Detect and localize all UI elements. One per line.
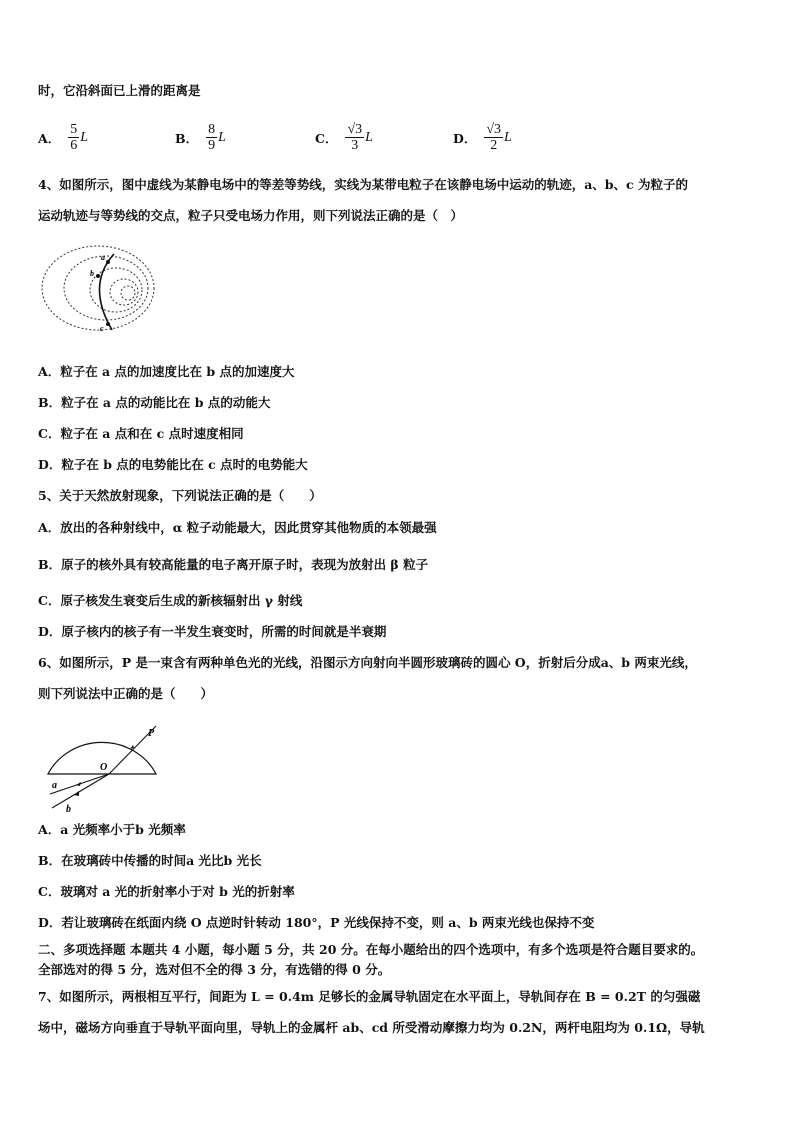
q3-option-b-fraction: $\frac{8}{9}$	[208, 122, 216, 153]
label-c: c	[100, 324, 104, 333]
equipotential-line-5	[121, 286, 135, 300]
label-b: b	[90, 269, 94, 278]
q3-option-c-label: C．	[315, 130, 338, 146]
q4-stem-line1: 4、如图所示，图中虚线为某静电场中的等差等势线，实线为某带电粒子在该静电场中运动的轨迹，a、b、c 为粒子的	[38, 177, 689, 192]
point-c	[106, 322, 110, 326]
label-o: O	[100, 762, 108, 773]
q3-option-a-fraction: $\frac{5}{6}$	[70, 122, 78, 153]
q7-stem-line2: 场中，磁场方向垂直于导轨平面向里，导轨上的金属杆 ab、cd 所受滑动摩擦力均为 0.2N，两杆电阻均为 0.1Ω，导轨	[38, 1020, 705, 1035]
label-b: b	[66, 804, 71, 815]
section2-heading-line2: 全部选对的得 5 分，选对但不全的得 3 分，有选错的得 0 分。	[38, 962, 391, 977]
label-a: a	[52, 780, 57, 791]
q4-option-b[interactable]: B．粒子在 a 点的动能比在 b 点的动能大	[38, 395, 271, 410]
q5-stem: 5、关于天然放射现象，下列说法正确的是（ ）	[38, 488, 322, 503]
q6-stem-line2: 则下列说法中正确的是（ ）	[38, 686, 214, 701]
q6-stem-line1: 6、如图所示，P 是一束含有两种单色光的光线，沿图示方向射向半圆形玻璃砖的圆心 O，折射后分成a、b 两束光线，	[38, 655, 697, 670]
particle-trajectory	[99, 254, 114, 330]
q4-option-a[interactable]: A．粒子在 a 点的加速度比在 b 点的加速度大	[38, 364, 295, 379]
q6-option-c[interactable]: C．玻璃对 a 光的折射率小于对 b 光的折射率	[38, 884, 295, 899]
q5-option-a[interactable]: A．放出的各种射线中，α 粒子动能最大，因此贯穿其他物质的本领最强	[38, 520, 437, 535]
q4-option-c[interactable]: C．粒子在 a 点和在 c 点时速度相同	[38, 426, 244, 441]
section2-heading-line1: 二、多项选择题 本题共 4 小题，每小题 5 分，共 20 分。在每小题给出的四个选项中，有多个选项是符合题目要求的。	[38, 942, 704, 957]
q6-option-d[interactable]: D．若让玻璃砖在纸面内绕 O 点逆时针转动 180°，P 光线保持不变，则 a、b 两束光线也保持不变	[38, 915, 595, 930]
q4-stem-line2: 运动轨迹与等势线的交点，粒子只受电场力作用，则下列说法正确的是（ ）	[38, 208, 464, 223]
q5-option-c[interactable]: C．原子核发生衰变后生成的新核辐射出 γ 射线	[38, 593, 303, 608]
q6-semicircle-figure	[38, 716, 168, 816]
q6-option-a[interactable]: A．a 光频率小于b 光频率	[38, 822, 186, 837]
q5-option-b[interactable]: B．原子的核外具有较高能量的电子离开原子时，表现为放射出 β 粒子	[38, 557, 429, 572]
q7-stem-line1: 7、如图所示，两根相互平行，间距为 L = 0.4m 足够长的金属导轨固定在水平面上，导轨间存在 B = 0.2T 的匀强磁	[38, 989, 701, 1004]
q3-option-d-label: D．	[453, 130, 477, 146]
label-a: a	[101, 253, 105, 262]
q3-option-a-label: A．	[38, 130, 61, 146]
equipotential-line-4	[110, 279, 138, 305]
q3-option-a[interactable]: A． $\frac{5}{6}$ L	[38, 122, 88, 153]
q6-option-b[interactable]: B．在玻璃砖中传播的时间a 光比b 光长	[38, 853, 262, 868]
q5-option-d[interactable]: D．原子核内的核子有一半发生衰变时，所需的时间就是半衰期	[38, 624, 387, 639]
q3-option-d-fraction: $\frac{√3}{2}$	[486, 122, 502, 153]
q4-option-d[interactable]: D．粒子在 b 点的电势能比在 c 点时的电势能大	[38, 457, 308, 472]
q3-option-c[interactable]: C． $\frac{√3}{3}$ L	[315, 122, 373, 153]
point-b	[96, 274, 100, 278]
q3-option-b-label: B．	[175, 130, 199, 146]
q3-option-b[interactable]: B． $\frac{8}{9}$ L	[175, 122, 226, 153]
label-p: P	[148, 728, 155, 739]
point-a	[106, 260, 110, 264]
q3-option-c-fraction: $\frac{√3}{3}$	[347, 122, 363, 153]
q4-equipotential-figure	[38, 240, 158, 335]
q3-stem-tail: 时，它沿斜面已上滑的距离是	[38, 83, 201, 98]
q3-options	[38, 122, 738, 162]
q3-option-d[interactable]: D． $\frac{√3}{2}$ L	[453, 122, 512, 153]
